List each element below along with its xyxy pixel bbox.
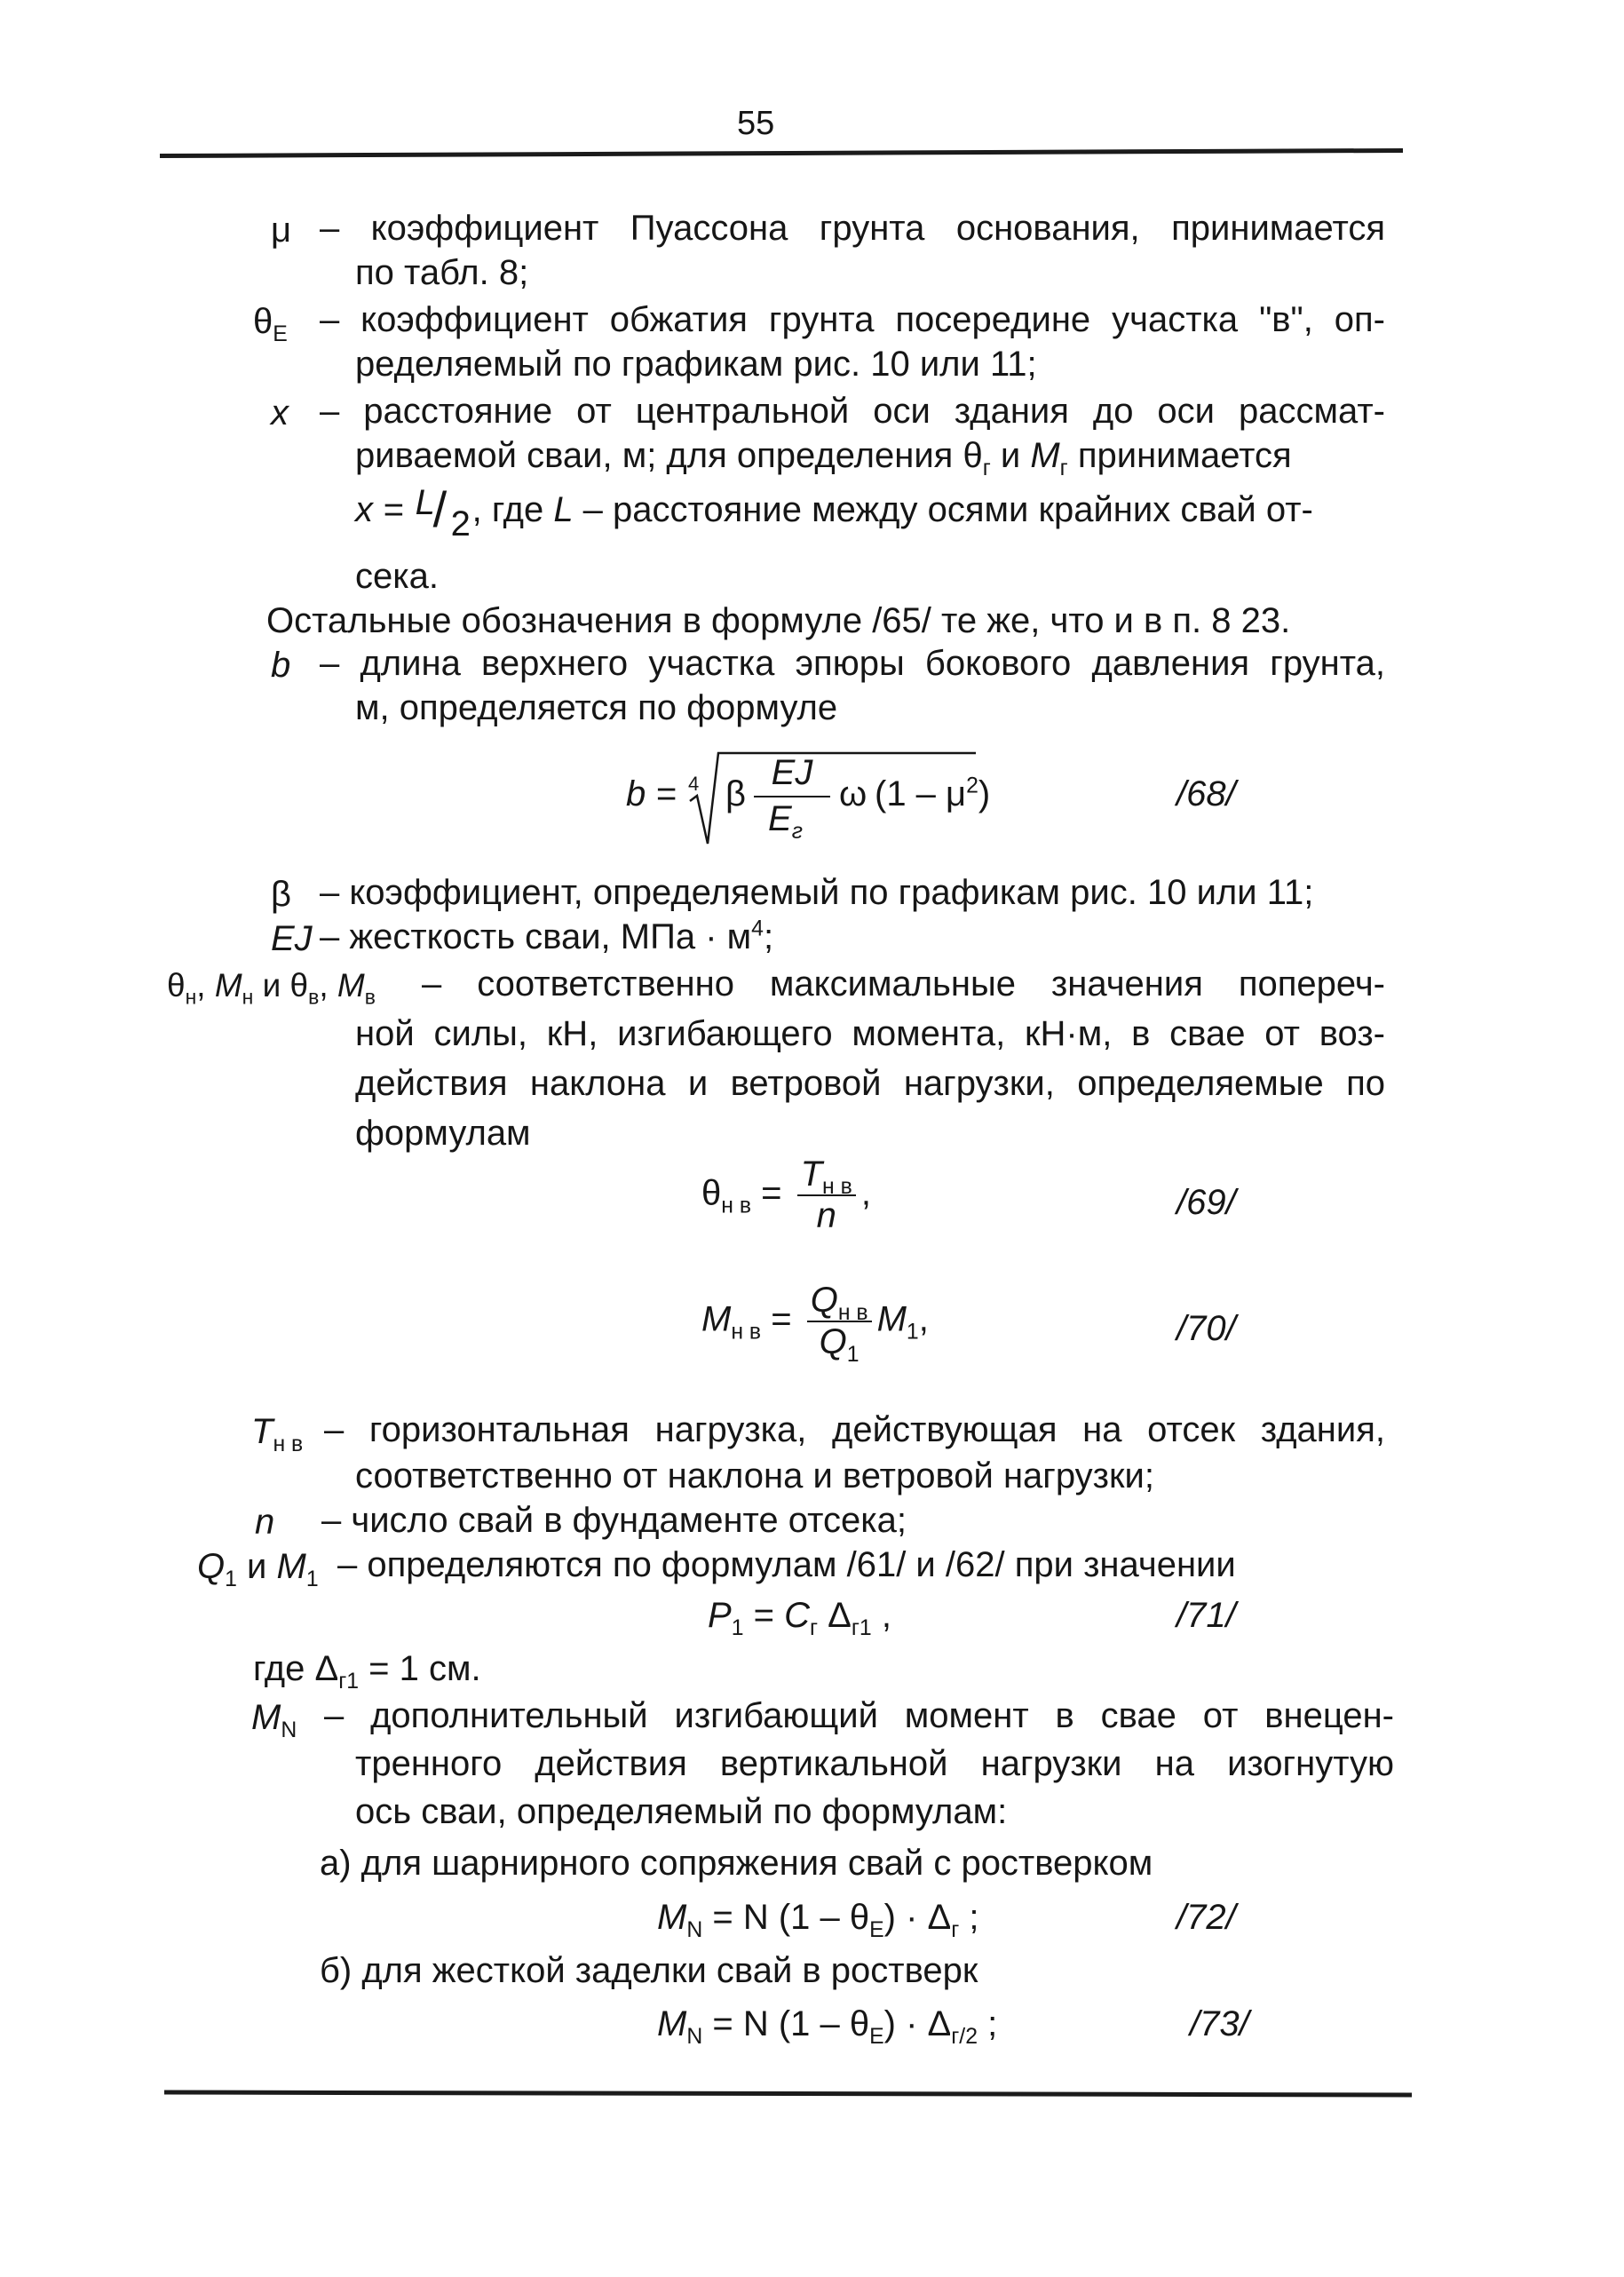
x-symbol: x [271, 393, 289, 432]
b-definition-cont: м, определяется по формуле [355, 688, 838, 727]
q-m-symbols: $Q_1$ и $M_1$ [197, 1547, 319, 1591]
formula-73: $M_N = N$ $(1 - \theta_E) \cdot \Delta_{г/2}$ ; [657, 2004, 998, 2049]
mn-definition: – дополнительный изгибающий момент в свае от внецен- [324, 1696, 1394, 1735]
theta-m-definition-cont3: формулам [355, 1114, 531, 1153]
formula-70-number: /70/ [1176, 1309, 1236, 1348]
slash-fraction: L / 2 [415, 481, 471, 544]
beta-definition: – коэффициент, определяемый по графикам рис. 10 или 11; [320, 873, 1314, 912]
theta-m-symbols: $\theta_н$, $M_н$ и $\theta_в$, $M_в$ [167, 967, 376, 1009]
x-definition-cont3: сека. [355, 557, 439, 596]
mu-definition-cont: по табл. 8; [355, 253, 529, 292]
n-symbol: n [255, 1503, 275, 1542]
formula-68: b = 4 β EJ $E_г$ ω $(1 - \mu^2)$ [626, 746, 999, 853]
theta-e-definition-cont: ределяемый по графикам рис. 10 или 11; [355, 345, 1037, 384]
formula-73-number: /73/ [1190, 2004, 1249, 2043]
mn-definition-cont: тренного действия вертикальной нагрузки на изогнутую [355, 1744, 1394, 1783]
formula-69-number: /69/ [1176, 1183, 1236, 1222]
b-symbol: b [271, 646, 291, 685]
formula-68-number: /68/ [1176, 774, 1236, 813]
formula-72: $M_N = N$ $(1 - \theta_E) \cdot \Delta_г$ ; [657, 1898, 979, 1942]
t-definition-cont: соответственно от наклона и ветровой нагрузки; [355, 1456, 1154, 1496]
theta-m-definition-cont2: действия наклона и ветровой нагрузки, определяемые по [355, 1064, 1385, 1103]
theta-m-definition-cont: ной силы, кН, изгибающего момента, кН·м, в свае от воз- [355, 1014, 1385, 1053]
formula-70: $M_{н в}$ = $\frac{Q_{н в}}{Q_1}$ $M_1$, [701, 1281, 929, 1367]
mn-symbol: $M_N$ [251, 1698, 297, 1742]
theta-m-definition: – соответственно максимальные значения попереч- [422, 964, 1385, 1004]
formula-69: $\theta_{н в}$ = $\frac{T_{н в}}{n}$ , [701, 1154, 871, 1235]
ej-symbol: EJ [271, 919, 313, 958]
mu-symbol: μ [271, 210, 292, 250]
t-definition: – горизонтальная нагрузка, действующая на отсек здания, [324, 1410, 1385, 1449]
x-definition-cont2: x = L / 2 , где L – расстояние между осями крайних свай от- [355, 481, 1313, 544]
beta-symbol: β [271, 875, 292, 914]
other-notations: Остальные обозначения в формуле /65/ те же, что и в п. 8 23. [266, 601, 1291, 640]
case-b: б) для жесткой заделки свай в ростверк [320, 1951, 978, 1990]
x-definition: – расстояние от центральной оси здания до оси рассмат- [320, 392, 1385, 431]
formula-72-number: /72/ [1176, 1898, 1236, 1937]
where-clause: где $\Delta_{г1} = 1$ см. [253, 1649, 481, 1694]
t-symbol: $T_{н в}$ [251, 1412, 304, 1456]
n-definition: – число свай в фундаменте отсека; [321, 1501, 907, 1540]
x-definition-cont: риваемой сваи, м; для определения $\theta_г$ и $M_г$ принимается [355, 436, 1292, 480]
case-a: а) для шарнирного сопряжения свай с ростверком [320, 1844, 1153, 1883]
formula-71-number: /71/ [1176, 1596, 1236, 1635]
mn-definition-cont2: ось сваи, определяемый по формулам: [355, 1792, 1008, 1831]
mu-definition: – коэффициент Пуассона грунта основания, принимается [320, 209, 1385, 248]
formula-71: $P_1 = C_г$ $\Delta_{г1}$ , [708, 1596, 891, 1640]
ej-definition: – жесткость сваи, МПа · $м^4$; [320, 916, 774, 956]
b-definition: – длина верхнего участка эпюры бокового давления грунта, [320, 644, 1385, 683]
theta-e-definition: – коэффициент обжатия грунта посередине участка "в", оп- [320, 300, 1385, 339]
q-m-definition: – определяются по формулам /61/ и /62/ при значении [337, 1545, 1236, 1584]
page-number: 55 [737, 105, 775, 142]
theta-e-symbol: $\theta_E$ [253, 302, 288, 346]
